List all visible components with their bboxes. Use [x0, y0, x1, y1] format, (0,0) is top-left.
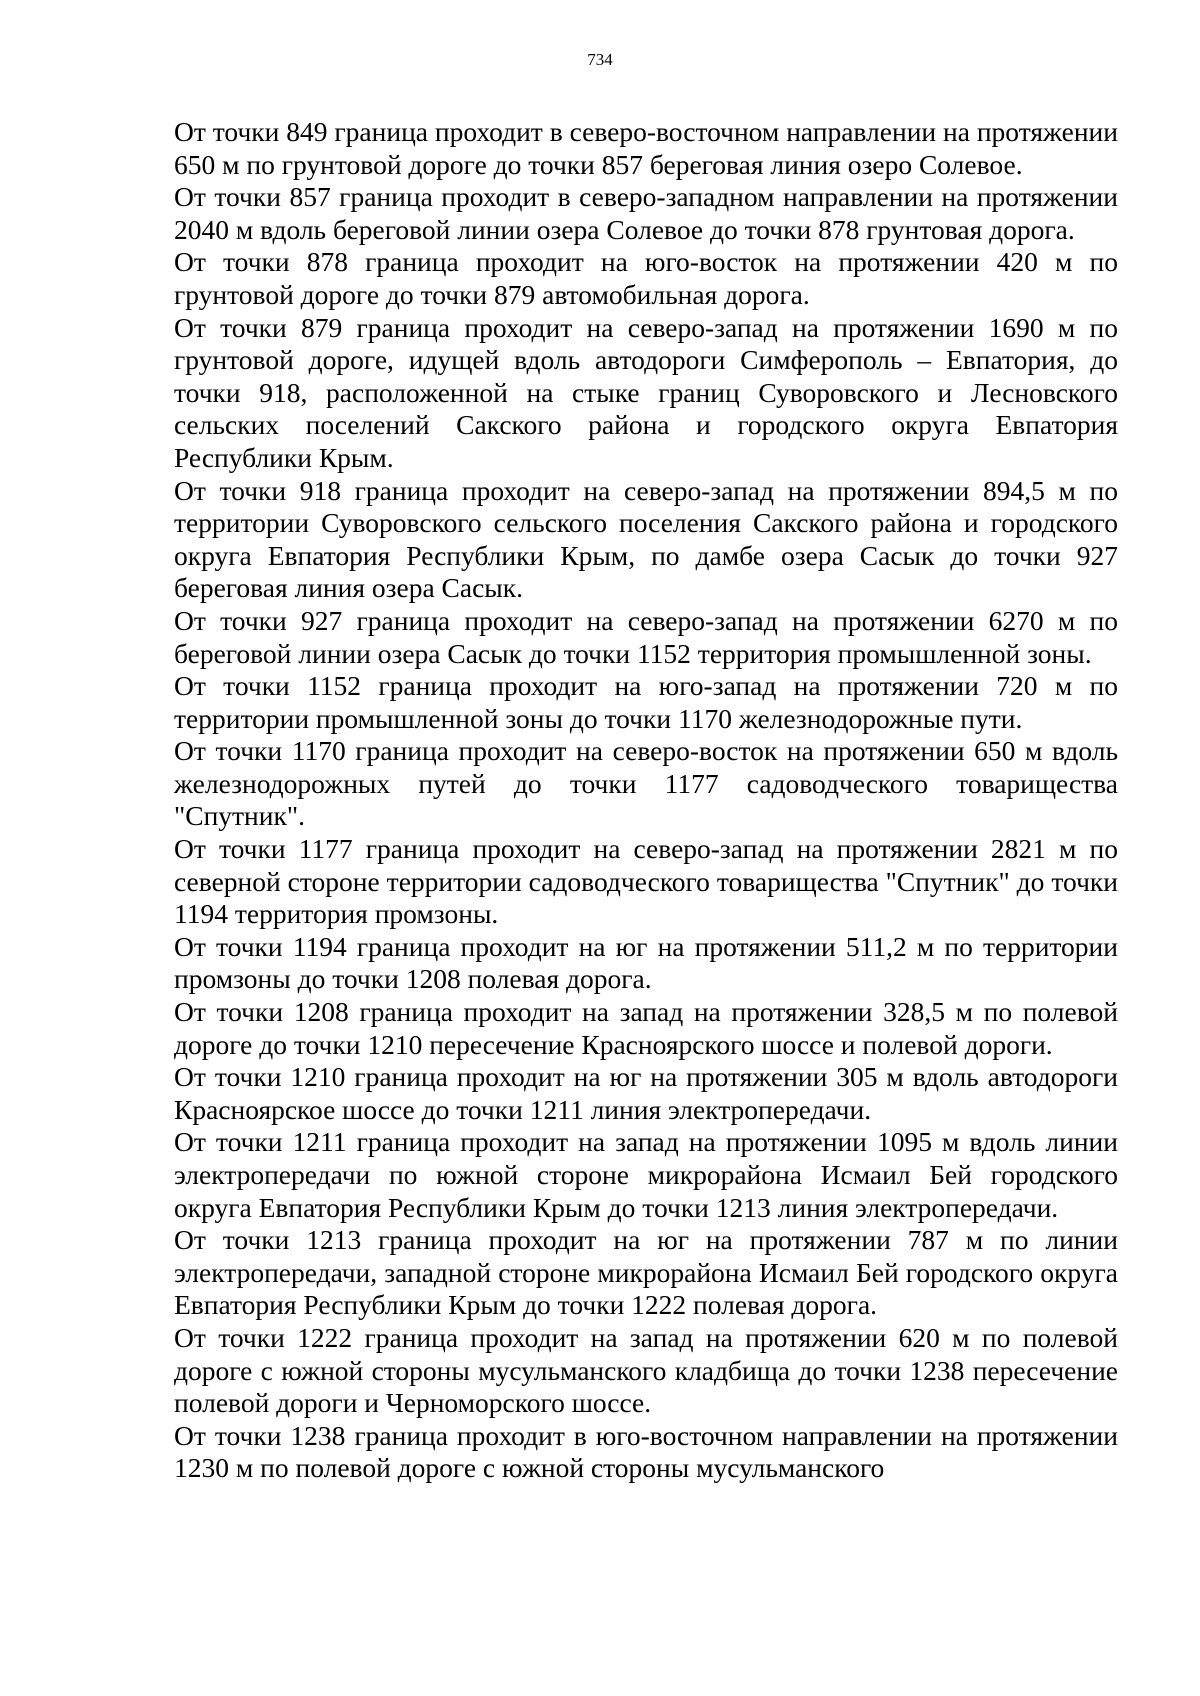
- paragraph: От точки 878 граница проходит на юго-восток на протяжении 420 м по грунтовой дороге до точки 879 автомобильная дорога.: [174, 246, 1118, 310]
- paragraph: От точки 1210 граница проходит на юг на протяжении 305 м вдоль автодороги Красноярское шоссе до точки 1211 линия электропередачи.: [174, 1061, 1118, 1125]
- page-number: 734: [587, 50, 613, 69]
- paragraph: От точки 1222 граница проходит на запад на протяжении 620 м по полевой дороге с южной стороны мусульманского кладбища до точки 1238 пересечение полевой дороги и Черноморского шоссе.: [174, 1321, 1118, 1419]
- document-body: [174, 116, 1118, 1485]
- paragraph: От точки 879 граница проходит на северо-запад на протяжении 1690 м по грунтовой дороге, идущей вдоль автодороги Симферополь – Евпатория, до точки 918, расположенной на стыке границ Суворовского и Лесновского сельских поселений Сакского района и городского округа Евпатория Республики Крым.: [174, 311, 1118, 473]
- paragraph: От точки 1194 граница проходит на юг на протяжении 511,2 м по территории промзоны до точки 1208 полевая дорога.: [174, 930, 1118, 995]
- paragraph: От точки 849 граница проходит в северо-восточном направлении на протяжении 650 м по грунтовой дороге до точки 857 береговая линия озеро Солевое.: [174, 116, 1118, 180]
- paragraph: От точки 857 граница проходит в северо-западном направлении на протяжении 2040 м вдоль береговой линии озера Солевое до точки 878 грунтовая дорога.: [174, 181, 1118, 245]
- paragraph: От точки 1177 граница проходит на северо-запад на протяжении 2821 м по северной стороне территории садоводческого товарищества "Спутник" до точки 1194 территория промзоны.: [174, 833, 1118, 930]
- paragraph: От точки 1213 граница проходит на юг на протяжении 787 м по линии электропередачи, западной стороне микрорайона Исмаил Бей городского округа Евпатория Республики Крым до точки 1222 полевая дорога.: [174, 1224, 1118, 1321]
- paragraph: От точки 918 граница проходит на северо-запад на протяжении 894,5 м по территории Суворовского сельского поселения Сакского района и городского округа Евпатория Республики Крым, по дамбе озера Сасык до точки 927 береговая линия озера Сасык.: [174, 474, 1118, 604]
- paragraph: От точки 1211 граница проходит на запад на протяжении 1095 м вдоль линии электропередачи по южной стороне микрорайона Исмаил Бей городского округа Евпатория Республики Крым до точки 1213 линия электропередачи.: [174, 1126, 1118, 1223]
- paragraph: От точки 927 граница проходит на северо-запад на протяжении 6270 м по береговой линии озера Сасык до точки 1152 территория промышленной зоны.: [174, 604, 1118, 669]
- paragraph: От точки 1208 граница проходит на запад на протяжении 328,5 м по полевой дороге до точки 1210 пересечение Красноярского шоссе и полевой дороги.: [174, 996, 1118, 1060]
- paragraph: От точки 1238 граница проходит в юго-восточном направлении на протяжении 1230 м по полевой дороге с южной стороны мусульманского: [174, 1419, 1118, 1484]
- paragraph: От точки 1152 граница проходит на юго-запад на протяжении 720 м по территории промышленной зоны до точки 1170 железнодорожные пути.: [174, 670, 1118, 734]
- paragraph: От точки 1170 граница проходит на северо-восток на протяжении 650 м вдоль железнодорожных путей до точки 1177 садоводческого товарищества "Спутник".: [174, 735, 1118, 832]
